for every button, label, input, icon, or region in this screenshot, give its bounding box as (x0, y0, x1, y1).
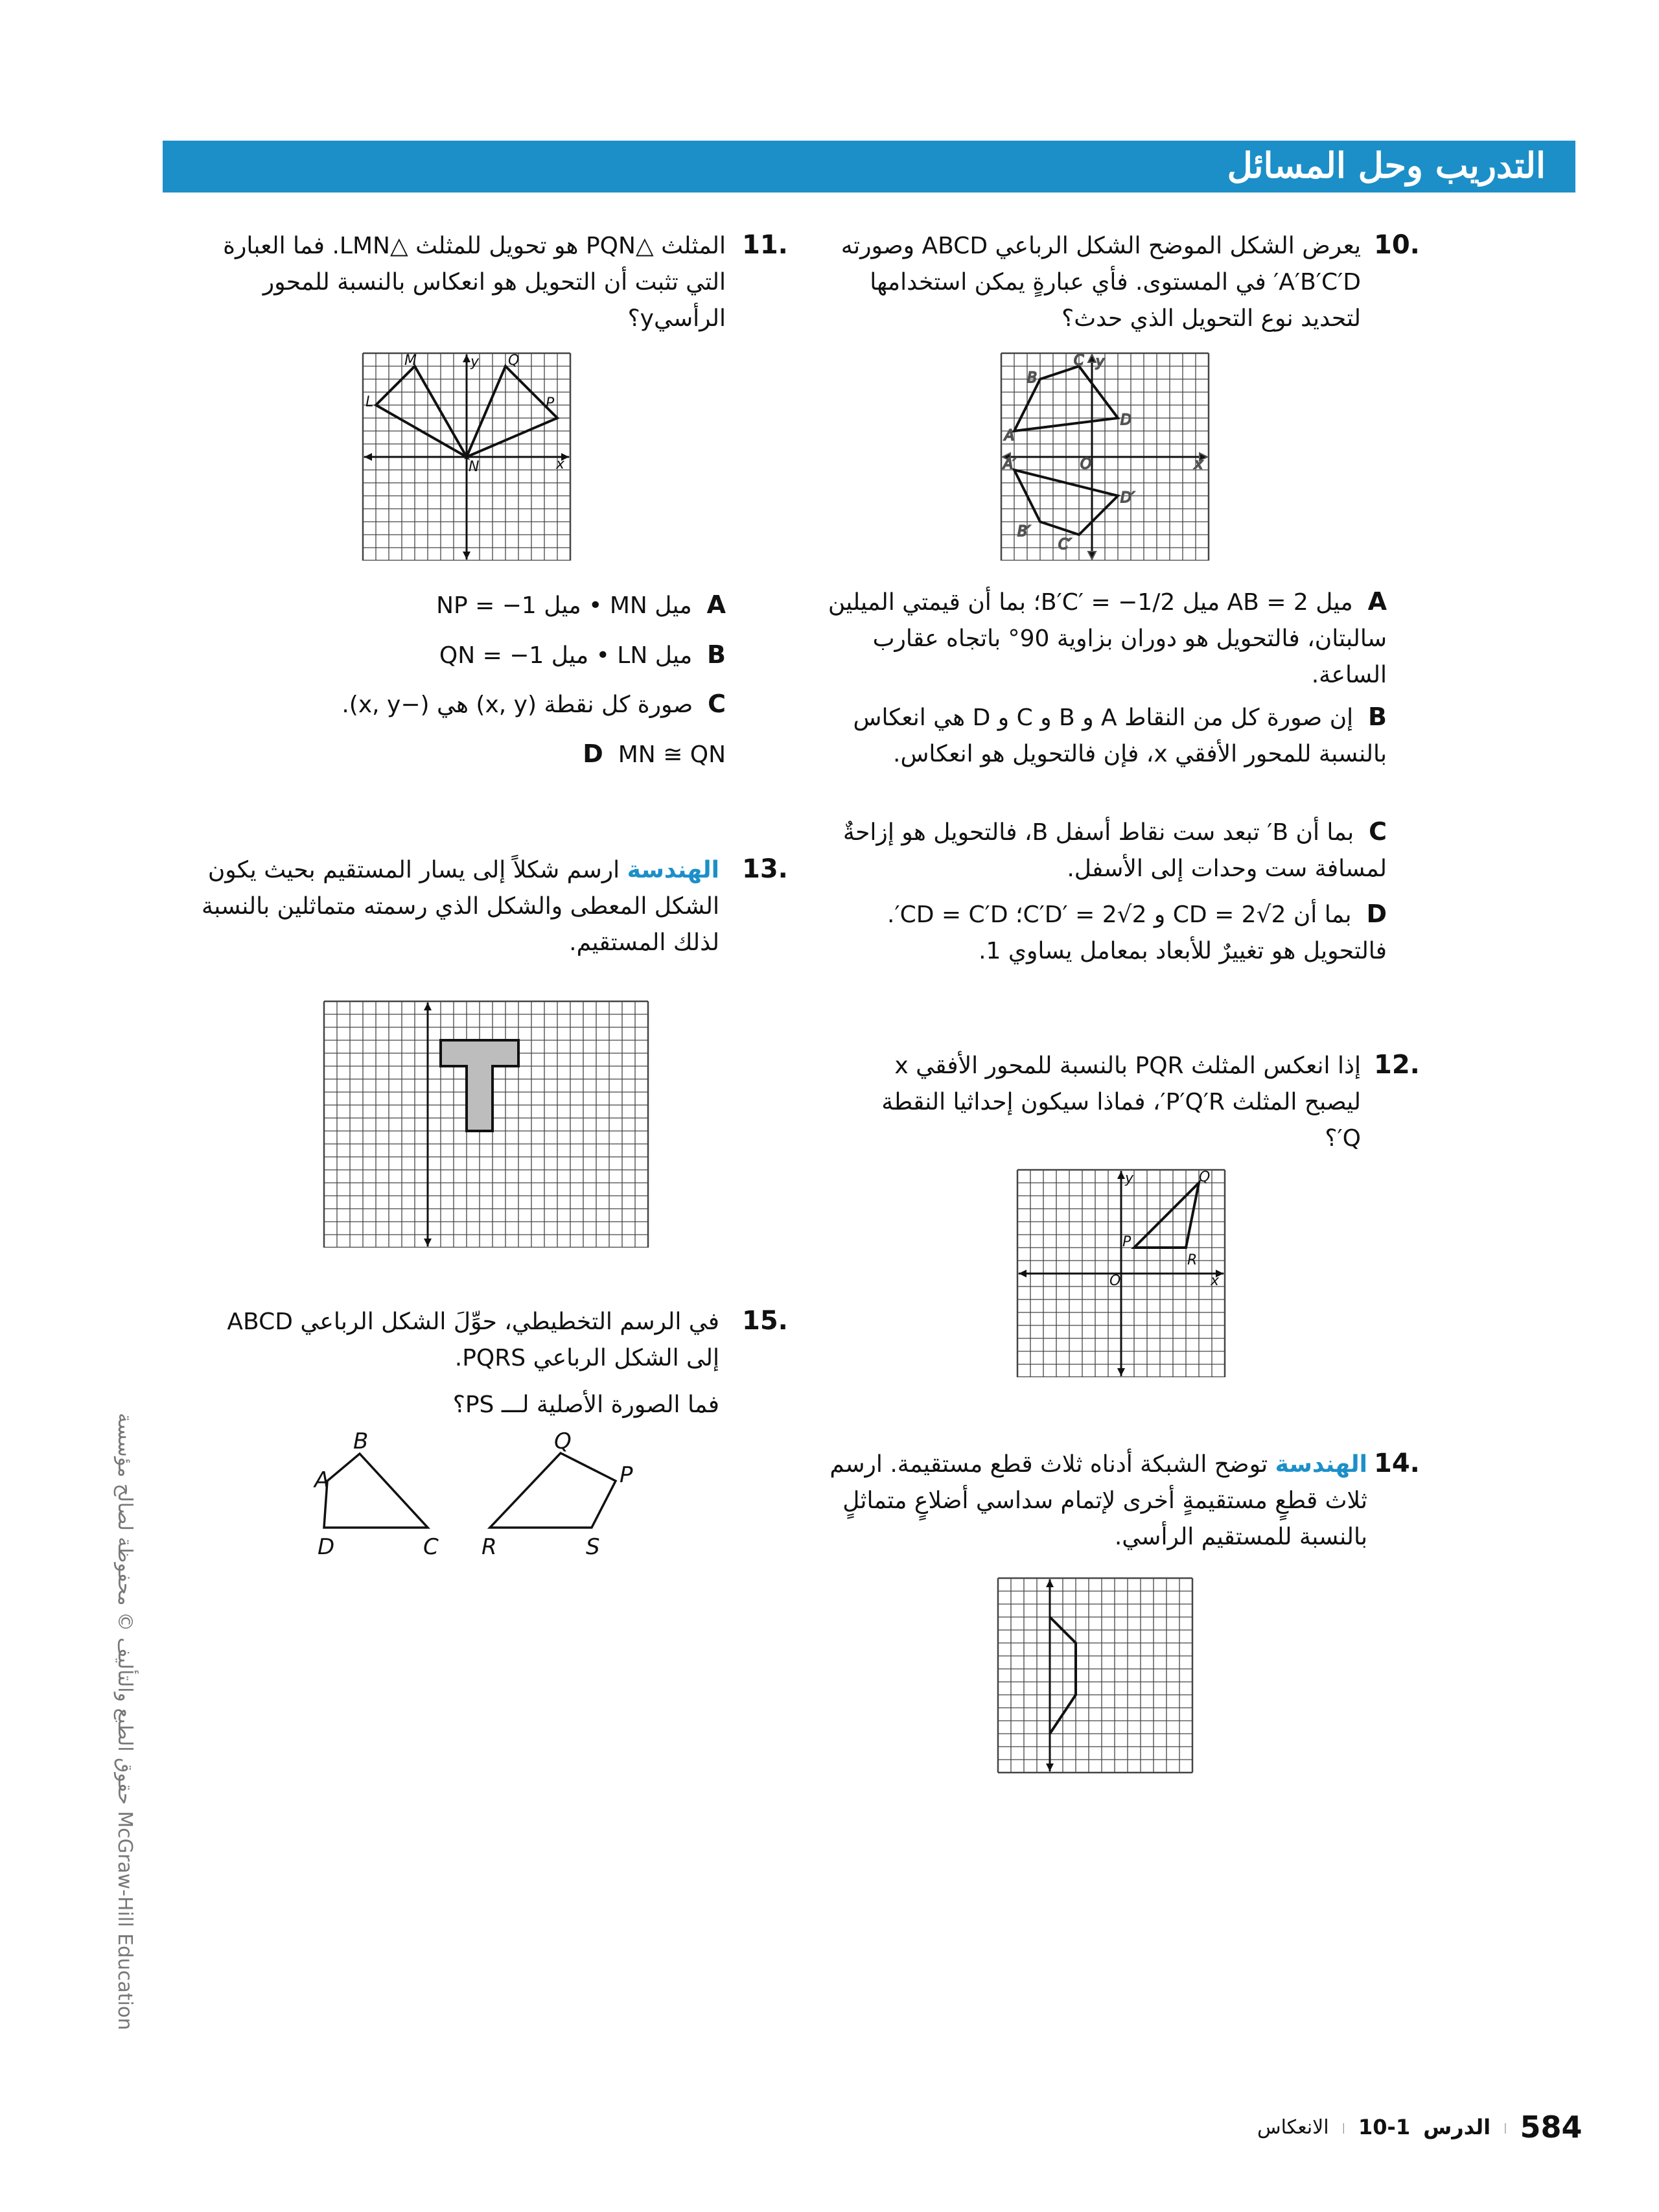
q10-option-d[interactable] (817, 896, 1387, 970)
label-c-prime: C′ (1058, 537, 1072, 553)
label-l: L (365, 394, 374, 410)
question-13-text (181, 852, 719, 961)
axis-arrow (1117, 1171, 1125, 1179)
label-n: N (469, 459, 480, 475)
label-c: C (1074, 353, 1084, 369)
label-m: M (404, 353, 417, 369)
label-x: x (1211, 1273, 1220, 1289)
question-15-text: في الرسم التخطيطي، حوِّلَ الشكل الرباعي ABCD إلى الشكل الرباعي PQRS. (227, 1309, 719, 1371)
label-x: x (1194, 456, 1203, 472)
option-letter: D (1366, 900, 1387, 928)
label-s: S (586, 1534, 600, 1560)
option-text: بما أن CD = 2√2 و C′D′ = 2√2؛ CD = C′D′. فالتحويل هو تغييرٌ للأبعاد بمعامل يساوي 1. (887, 902, 1387, 964)
option-text: بما أن B′ تبعد ست نقاط أسفل B، فالتحويل هو إزاحةٌ لمسافة ست وحدات إلى الأسفل. (842, 819, 1387, 882)
triangle-pqn (467, 366, 557, 457)
axis-arrow (1088, 355, 1096, 362)
label-p: P (620, 1462, 633, 1488)
question-15-number: 15. (742, 1306, 788, 1336)
label-a: A (314, 1467, 330, 1493)
question-13-number: 13. (742, 854, 788, 884)
topic-label: الهندسة (1275, 1451, 1367, 1478)
topic-label: الهندسة (627, 857, 719, 883)
lesson-title: الانعكاس (1257, 2115, 1329, 2139)
question-12-number: 12. (1374, 1050, 1420, 1080)
label-c: C (423, 1534, 439, 1560)
label-y: y (1096, 354, 1105, 370)
label-b: B (1027, 370, 1038, 386)
option-letter: B (707, 640, 726, 669)
side-credit (113, 1413, 136, 2030)
label-origin: O (1109, 1273, 1121, 1289)
label-origin: O (1080, 456, 1092, 472)
question-13-body: ارسم شكلاً إلى يسار المستقيم بحيث يكون الشكل المعطى والشكل الذي رسمته متماثلين بالنسبة لذلك المستقيم. (202, 857, 719, 956)
question-15-question: فما الصورة الأصلية لـــ PS؟ (452, 1391, 719, 1418)
option-letter: D (583, 739, 603, 768)
label-r: R (481, 1534, 497, 1560)
question-11-number: 11. (742, 230, 788, 260)
option-letter: B (1368, 703, 1387, 731)
label-p: P (546, 395, 555, 412)
q10-option-a[interactable] (817, 583, 1387, 693)
label-q: Q (508, 353, 520, 369)
q11-option-d[interactable] (272, 736, 726, 773)
label-x: x (556, 456, 565, 472)
option-letter: A (706, 590, 726, 619)
axis-arrow (1117, 1368, 1125, 1376)
axis-arrow (463, 355, 470, 362)
lesson-word: الدرس (1423, 2115, 1491, 2139)
option-letter: C (708, 690, 726, 718)
q12-graph (1014, 1167, 1228, 1377)
label-d: D (1120, 412, 1131, 428)
axis-arrow (1088, 552, 1096, 559)
quadrilateral-pqrs (490, 1453, 616, 1528)
axis-arrow (463, 552, 470, 559)
label-y: y (470, 354, 480, 370)
q11-option-a[interactable] (272, 587, 726, 624)
side-credit-publisher: McGraw-Hill Education (113, 1811, 136, 2031)
question-11-text: المثلث △PQN هو تحويل للمثلث △LMN. فما العبارة التي تثبت أن التحويل هو انعكاس بالنسبة للمحور الرأسيy؟ (223, 233, 726, 332)
label-q: Q (554, 1429, 572, 1454)
label-d: D (318, 1534, 335, 1560)
q15-diagram (266, 1429, 667, 1565)
question-10-text: يعرض الشكل الموضح الشكل الرباعي ABCD وصورته A′B′C′D′ في المستوى. فأي عبارةٍ يمكن استخدامها لتحديد نوع التحويل الذي حدث؟ (841, 233, 1361, 332)
page-footer: الانعكاس | 10-1 الدرس | 584 (1257, 2110, 1583, 2145)
q11-option-b[interactable] (272, 636, 726, 674)
label-b: B (353, 1429, 369, 1454)
shape-t (441, 1040, 518, 1131)
option-text: MN ≅ QN (618, 741, 726, 768)
q14-graph[interactable] (995, 1575, 1205, 1786)
axis-arrow (1046, 1764, 1054, 1771)
option-letter: A (1367, 587, 1387, 616)
side-credit-rights: حقوق الطبع والتأليف © محفوظة لصالح مؤسسة (113, 1413, 136, 1805)
label-p: P (1122, 1234, 1131, 1250)
option-text: إن صورة كل من النقاط A و B و C و D هي انعكاس بالنسبة للمحور الأفقي x، فإن فالتحويل هو انعكاس. (853, 704, 1387, 767)
section-banner (163, 141, 1575, 192)
label-d-prime: D′ (1120, 490, 1135, 506)
label-b-prime: B′ (1017, 524, 1031, 540)
option-text: صورة كل نقطة (x, y) هي (−x, y). (342, 692, 693, 718)
quadrilateral-abcd (324, 1454, 428, 1528)
question-10-number: 10. (1374, 230, 1420, 260)
triangle-pqr (1134, 1183, 1199, 1248)
option-text: ميل MN • ميل NP = −1 (436, 592, 692, 619)
q10-option-c[interactable] (817, 813, 1387, 887)
q10-option-b[interactable] (817, 699, 1387, 773)
option-text: ميل LN • ميل QN = −1 (439, 642, 693, 669)
question-14-number: 14. (1374, 1449, 1420, 1478)
question-12-text: إذا انعكس المثلث PQR بالنسبة للمحور الأفقي x ليصبح المثلث P′Q′R′، فماذا سيكون إحداثيا النقطة Q′؟ (881, 1053, 1361, 1152)
axis-arrow (424, 1239, 432, 1246)
triangle-lmn (376, 366, 467, 457)
lesson-number: 10-1 (1358, 2115, 1411, 2139)
axis-arrow (364, 453, 372, 461)
option-letter: C (1369, 817, 1387, 846)
label-a-prime: A′ (1003, 456, 1017, 472)
label-a: A (1004, 428, 1015, 444)
axis-arrow (424, 1003, 432, 1010)
question-14-body: توضح الشبكة أدناه ثلاث قطع مستقيمة. ارسم ثلاث قطعٍ مستقيمةٍ أخرى لإتمام سداسي أضلاعٍ متماثلٍ بالنسبة للمستقيم الرأسي. (830, 1451, 1367, 1550)
q10-graph (998, 350, 1212, 561)
label-r: R (1187, 1252, 1198, 1268)
page-number: 584 (1520, 2110, 1583, 2145)
question-14-text (804, 1447, 1367, 1555)
q11-option-c[interactable] (272, 686, 726, 723)
axis-arrow (1046, 1579, 1054, 1587)
section-title: التدريب وحل المسائل (1227, 145, 1546, 186)
option-text: ميل AB = 2 ميل B′C′ = −1/2؛ بما أن قيمتي الميلين سالبتان، فالتحويل هو دوران بزاوية 90° باتجاه عقارب الساعة. (828, 589, 1387, 688)
q11-graph (360, 350, 574, 561)
label-y: y (1125, 1170, 1134, 1187)
label-q: Q (1199, 1169, 1211, 1185)
axis-arrow (1019, 1270, 1027, 1277)
q13-graph[interactable] (321, 998, 658, 1248)
